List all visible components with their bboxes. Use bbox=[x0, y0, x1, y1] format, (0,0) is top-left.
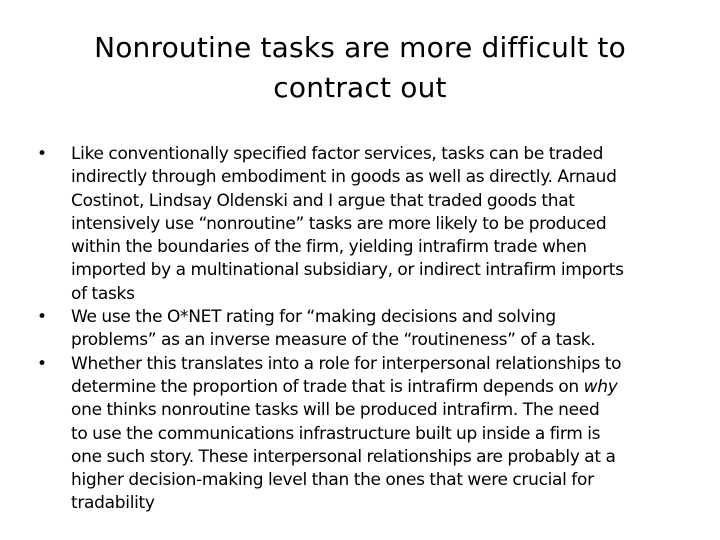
title-line-1: Nonroutine tasks are more difficult to bbox=[94, 31, 626, 64]
bullet-line: within the boundaries of the firm, yielding intrafirm trade when bbox=[71, 237, 587, 258]
title-line-2: contract out bbox=[273, 71, 447, 104]
bullet-text bbox=[71, 353, 711, 516]
bullet-list bbox=[0, 143, 720, 516]
bullet-line bbox=[71, 376, 711, 399]
bullet-line: indirectly through embodiment in goods as well as directly. Arnaud bbox=[71, 167, 617, 188]
bullet-item-1 bbox=[0, 143, 720, 306]
bullet-line: one such story. These interpersonal relationships are probably at a bbox=[71, 446, 616, 467]
bullet-text bbox=[71, 143, 711, 306]
slide-title bbox=[40, 28, 680, 108]
bullet-marker: • bbox=[37, 307, 48, 328]
bullet-line: one thinks nonroutine tasks will be produced intrafirm. The need bbox=[71, 400, 600, 421]
bullet-marker: • bbox=[37, 144, 48, 164]
bullet-text bbox=[71, 306, 711, 353]
bullet-line: of tasks bbox=[71, 283, 135, 304]
bullet-line: Like conventionally specified factor services, tasks can be traded bbox=[71, 144, 604, 164]
bullet-line: Costinot, Lindsay Oldenski and I argue that traded goods that bbox=[71, 190, 575, 211]
bullet-line-segment: determine the proportion of trade that is intrafirm depends on bbox=[71, 376, 584, 397]
bullet-line: Whether this translates into a role for interpersonal relationships to bbox=[71, 353, 622, 374]
bullet-item-3 bbox=[0, 353, 720, 516]
bullet-line: intensively use “nonroutine” tasks are more likely to be produced bbox=[71, 213, 607, 234]
bullet-line: to use the communications infrastructure built up inside a firm is bbox=[71, 423, 601, 444]
bullet-item-2 bbox=[0, 306, 720, 353]
bullet-line: tradability bbox=[71, 493, 155, 514]
emphasized-word: why bbox=[583, 376, 618, 397]
bullet-line: imported by a multinational subsidiary, or indirect intrafirm imports bbox=[71, 260, 624, 281]
bullet-line: higher decision-making level than the ones that were crucial for bbox=[71, 470, 594, 491]
bullet-marker: • bbox=[37, 353, 48, 374]
bullet-line: We use the O*NET rating for “making decisions and solving bbox=[71, 307, 556, 328]
bullet-line: problems” as an inverse measure of the “routineness” of a task. bbox=[71, 330, 596, 351]
